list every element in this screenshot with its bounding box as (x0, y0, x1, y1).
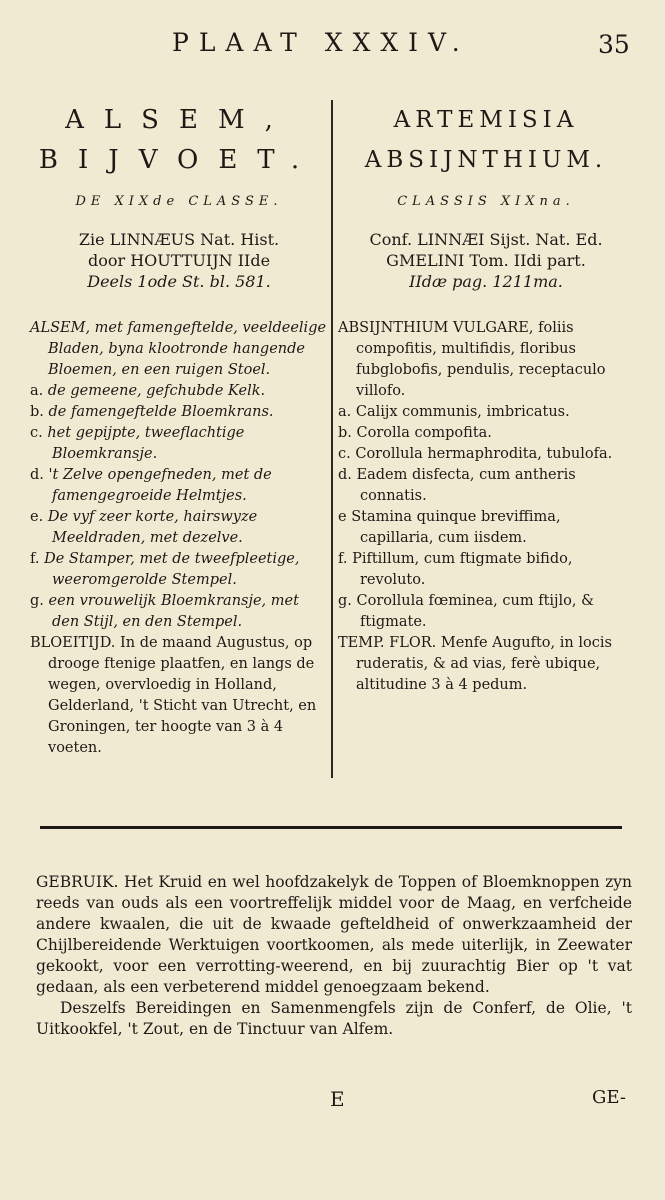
latin-description-block (338, 318, 634, 696)
latin-name-line2: ABSIJNTHIUM. (364, 147, 608, 173)
signature-mark: E (330, 1087, 345, 1111)
dutch-name-line1: ALSEM, (65, 105, 293, 135)
preparations-paragraph: Deszelfs Bereidingen en Samenmengfels zijn de Conferf, de Olie, 't Uitkookfel, 't Zout, en de Tinctuur van Alfem. (36, 999, 632, 1038)
dutch-item: f. De Stamper, met de tweefpleetige, weeromgerolde Stempel. (30, 551, 300, 588)
dutch-item: b. de famengeftelde Bloemkrans. (30, 404, 274, 420)
dutch-column (30, 100, 328, 759)
latin-item: d. Eadem disfecta, cum antheris connatis. (338, 467, 576, 504)
latin-description: ABSIJNTHIUM VULGARE, foliis compofitis, multifidis, floribus fubglobofis, pendulis, receptaculo villofo. (338, 320, 606, 399)
latin-reference-line1: Conf. LINNÆI Sijst. Nat. Ed. (369, 230, 603, 249)
dutch-class: DE XIXde CLASSE. (75, 194, 283, 209)
section-rule (40, 826, 622, 829)
dutch-item: g. een vrouwelijk Bloemkransje, met den Stijl, en den Stempel. (30, 593, 299, 630)
latin-item: e Stamina quinque breviffima, capillaria, cum iisdem. (338, 509, 561, 546)
dutch-item: c. het gepijpte, tweeflachtige Bloemkransje. (30, 425, 245, 462)
dutch-description-block (30, 318, 328, 759)
latin-reference (338, 229, 634, 292)
latin-column (338, 100, 634, 696)
latin-item: c. Corollula hermaphrodita, tubulofa. (338, 446, 613, 462)
latin-item: b. Corolla compofita. (338, 425, 492, 441)
dutch-description: ALSEM, met famengeftelde, veeldeelige Bladen, byna klootronde hangende Bloemen, en een ruigen Stoel. (30, 320, 327, 378)
latin-name-line1: ARTEMISIA (393, 107, 579, 133)
column-divider (331, 100, 333, 778)
latin-reference-line3: IIdæ pag. 1211ma. (409, 272, 563, 291)
latin-item: f. Piftillum, cum ftigmate bifido, revoluto. (338, 551, 573, 588)
usage-paragraph: GEBRUIK. Het Kruid en wel hoofdzakelyk de Toppen of Bloemknoppen zyn reeds van ouds als een voortreffelijk middel voor de Maag, en verfcheide andere kwaalen, die uit de kwaade gefteldheid of onwerkzaamheid der Chijlbereidende Werktuigen voortkoomen, als mede uiterlijk, in Zeewater gekookt, voor een verrotting-weerend, en bij zuurachtig Bier op 't vat gedaan, als een verbeterend middel genoegzaam bekend. (36, 873, 632, 996)
dutch-reference-line1: Zie LINNÆUS Nat. Hist. (78, 230, 280, 249)
catchword: GE- (592, 1087, 626, 1108)
plate-title: PLAAT XXXIV. (172, 28, 470, 57)
page-number: 35 (598, 30, 630, 59)
latin-class: CLASSIS XIXna. (397, 194, 575, 209)
dutch-item: d. 't Zelve opengefneden, met de famengegroeide Helmtjes. (30, 467, 272, 504)
dutch-flowering-time: BLOEITIJD. In de maand Augustus, op drooge ftenige plaatfen, en langs de wegen, overvloedig in Holland, Gelderland, 't Sticht van Utrecht, en Groningen, ter hoogte van 3 à 4 voeten. (30, 635, 317, 756)
latin-flowering-time: TEMP. FLOR. Menfe Augufto, in locis ruderatis, & ad vias, ferè ubique, altitudine 3 à 4 pedum. (338, 635, 612, 693)
dutch-reference-line3: Deels 1ode St. bl. 581. (87, 272, 271, 291)
latin-reference-line2: GMELINI Tom. IIdi part. (386, 251, 586, 270)
latin-item: g. Corollula fœminea, cum ftijlo, & ftigmate. (338, 593, 595, 630)
dutch-item: a. de gemeene, gefchubde Kelk. (30, 383, 266, 399)
dutch-reference-line2: door HOUTTUIJN IIde (87, 251, 271, 270)
dutch-item: e. De vyf zeer korte, hairswyze Meeldraden, met dezelve. (30, 509, 258, 546)
usage-section (36, 872, 632, 1040)
dutch-name-line2: BIJVOET. (38, 145, 320, 175)
latin-item: a. Calijx communis, imbricatus. (338, 404, 570, 420)
dutch-reference (30, 229, 328, 292)
